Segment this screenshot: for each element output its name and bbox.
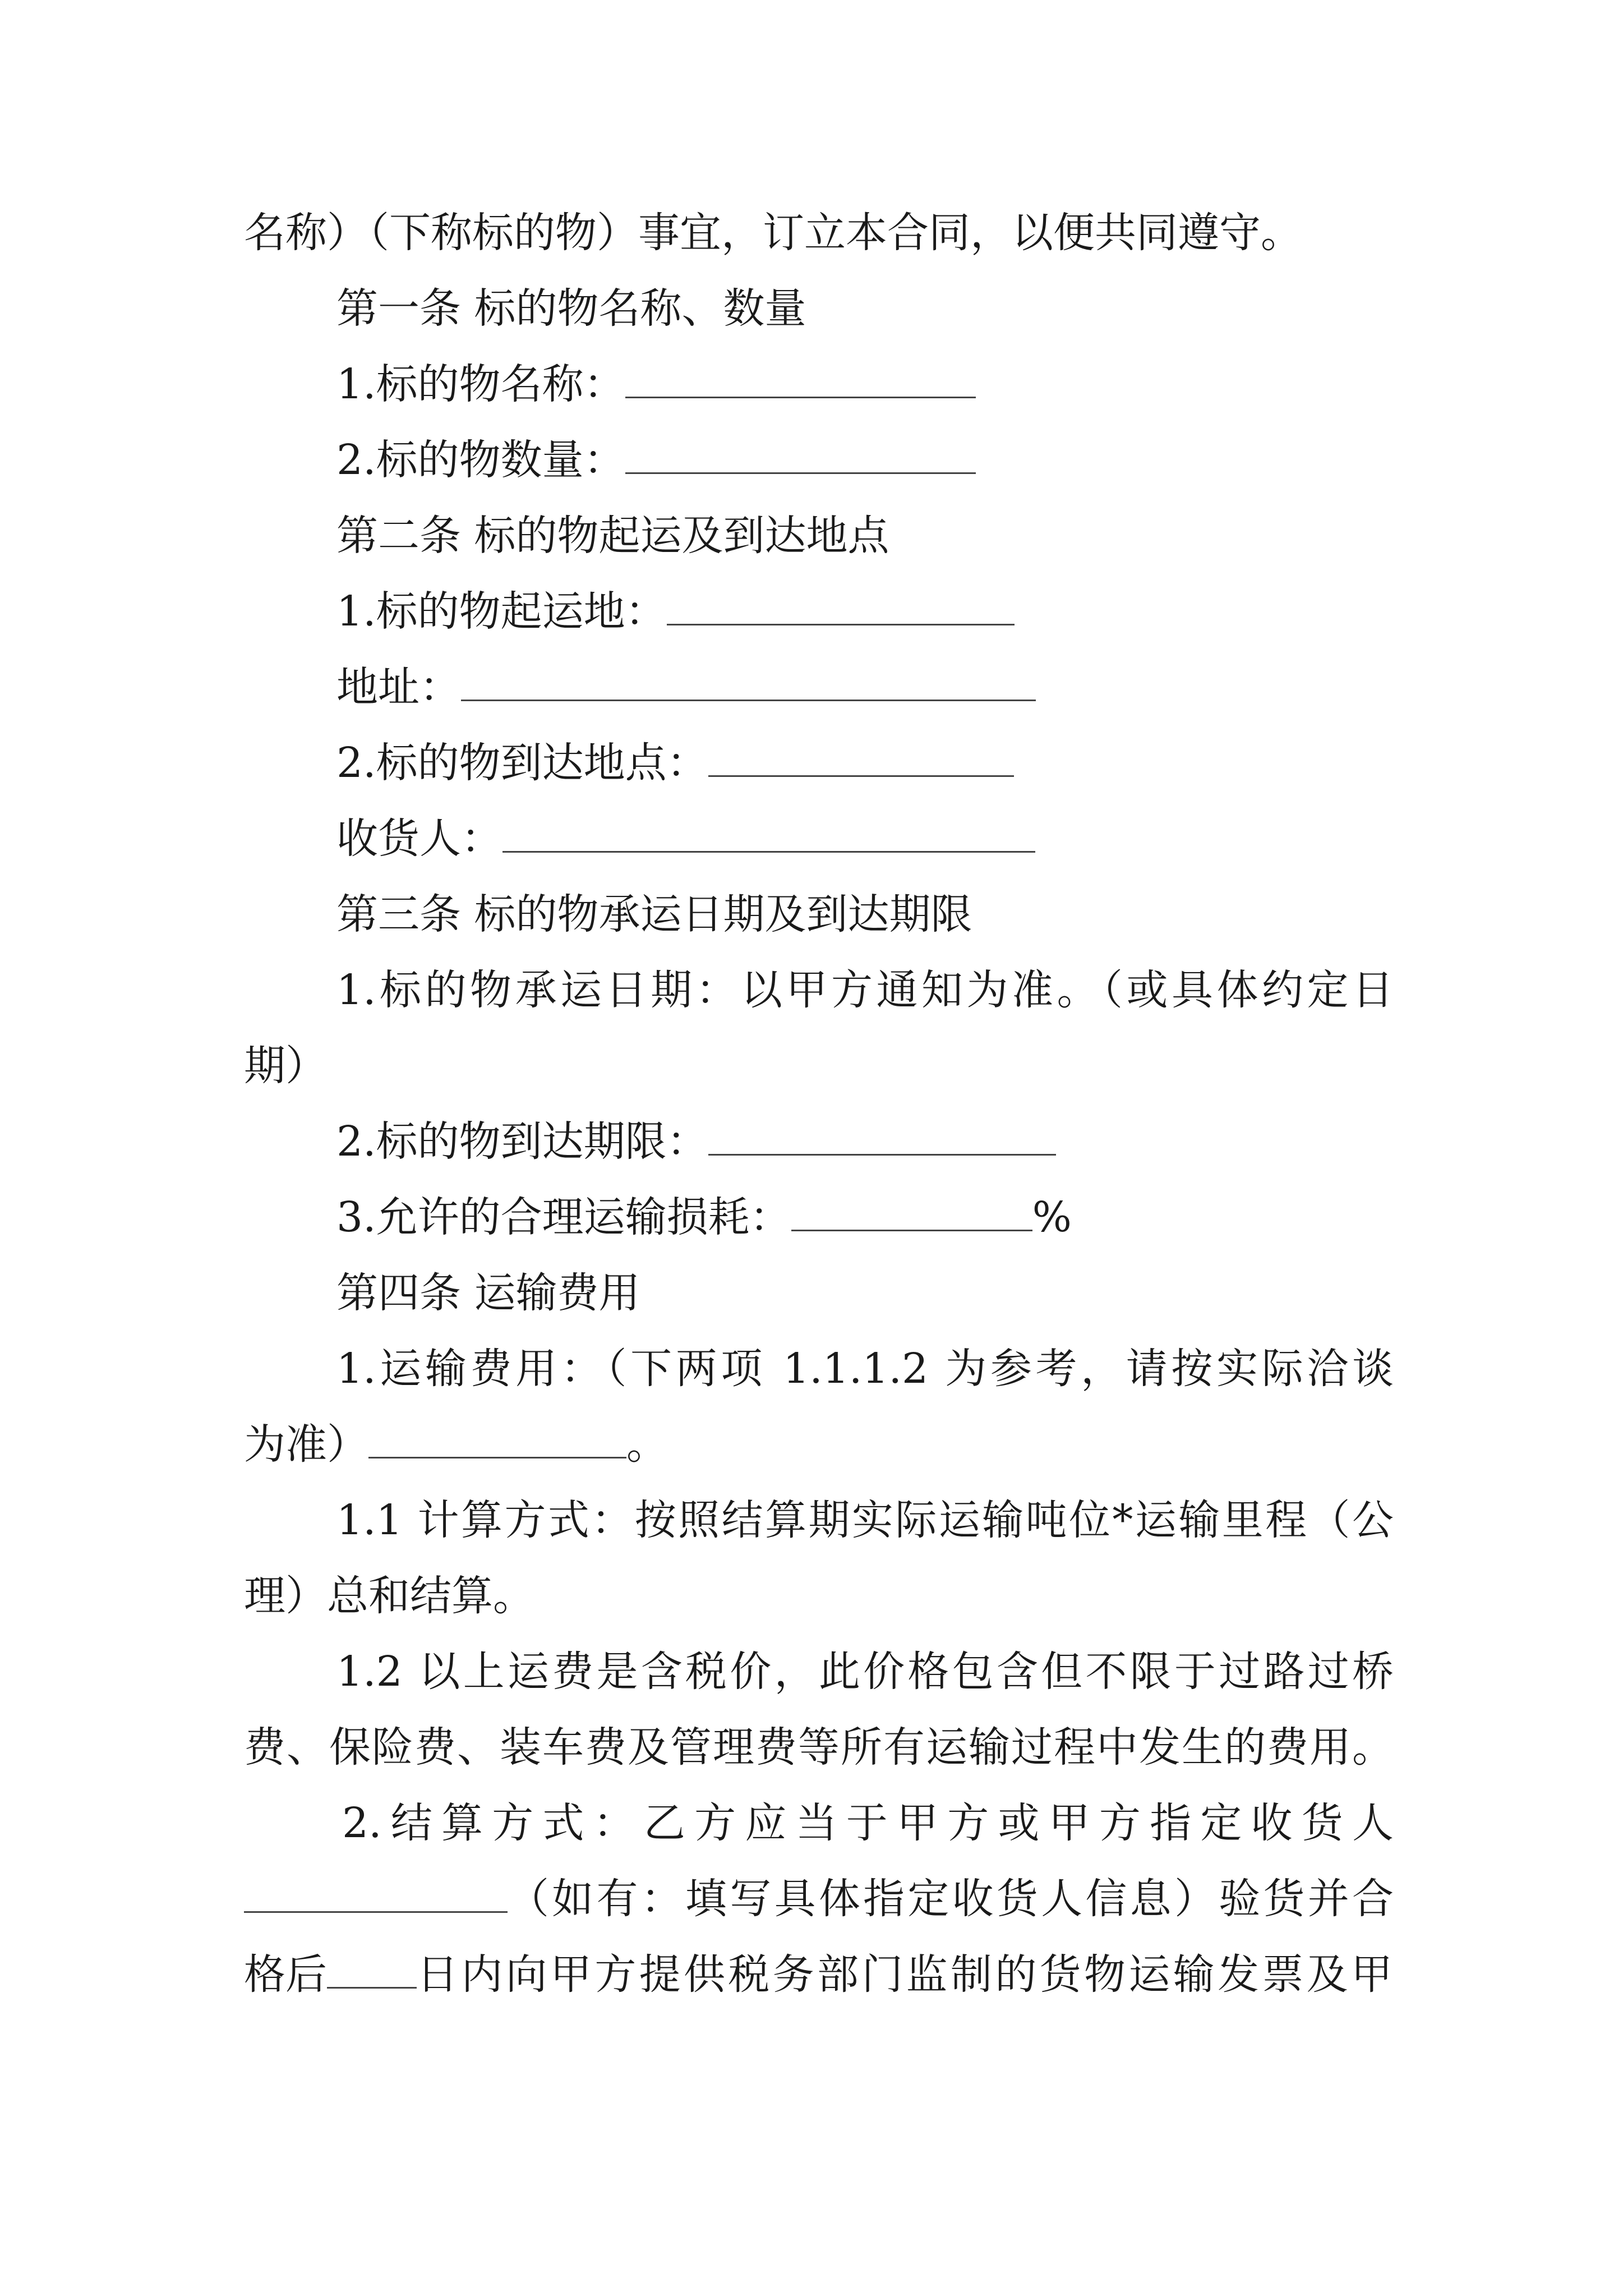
consignee-blank[interactable]: [502, 816, 1035, 853]
text: 2.结算方式：乙方应当于甲方或甲方指定收货人: [342, 1799, 1394, 1847]
settlement-line-cont-2: [244, 1947, 1394, 2003]
address-line: [336, 659, 1036, 715]
arrival-deadline-blank[interactable]: [708, 1119, 1056, 1156]
subject-name-blank[interactable]: [625, 362, 976, 398]
subject-name-line: [336, 356, 976, 412]
calc-method-line-cont: [244, 1568, 534, 1624]
text: 名称）（下称标的物）事宜，订立本合同，以便共同遵守。: [244, 209, 1302, 257]
label: 3.允许的合理运输损耗：: [336, 1193, 791, 1241]
label: 格后: [244, 1950, 327, 1999]
article-2-heading: [336, 508, 889, 564]
label: 地址：: [336, 663, 461, 711]
tax-inclusive-line-cont: [244, 1719, 1394, 1775]
days-blank[interactable]: [327, 1952, 417, 1989]
designated-consignee-blank[interactable]: [244, 1876, 508, 1913]
settlement-line-cont: [244, 1871, 1394, 1927]
text: 费、保险费、装车费及管理费等所有运输过程中发生的费用。: [244, 1723, 1394, 1772]
freight-blank[interactable]: [368, 1422, 626, 1458]
shipping-date-line-cont: [244, 1038, 327, 1094]
loss-allowance-blank[interactable]: [791, 1195, 1032, 1231]
origin-line: [336, 583, 1015, 639]
address-blank[interactable]: [461, 665, 1036, 701]
article-3-heading: [336, 886, 972, 942]
text: 第三条 标的物承运日期及到达期限: [336, 890, 972, 938]
text: 第一条 标的物名称、数量: [336, 284, 806, 333]
text: 第二条 标的物起运及到达地点: [336, 512, 889, 560]
label: 1.标的物名称：: [336, 360, 625, 408]
freight-line: [336, 1341, 1394, 1397]
article-1-heading: [336, 280, 806, 337]
text: 第四条 运输费用: [336, 1269, 640, 1317]
shipping-date-line: [336, 962, 1394, 1018]
freight-line-cont: [244, 1416, 668, 1473]
period: 。: [626, 1420, 668, 1469]
consignee-line: [336, 811, 1035, 867]
subject-quantity-blank[interactable]: [625, 438, 976, 474]
loss-allowance-line: [336, 1189, 1072, 1245]
settlement-line: [342, 1795, 1394, 1851]
label: 为准）: [244, 1420, 368, 1469]
label: 2.标的物到达期限：: [336, 1117, 708, 1166]
text: 期）: [244, 1042, 327, 1090]
arrival-deadline-line: [336, 1114, 1056, 1170]
label: 1.标的物起运地：: [336, 587, 667, 636]
tax-inclusive-line: [336, 1644, 1394, 1700]
label: 2.标的物数量：: [336, 436, 625, 484]
label: 2.标的物到达地点：: [336, 739, 708, 787]
destination-line: [336, 735, 1014, 791]
intro-line: [244, 205, 1302, 261]
calc-method-line: [336, 1492, 1394, 1548]
text: 1.运输费用：（下两项 1.1.1.2 为参考，请按实际洽谈: [336, 1345, 1394, 1393]
label: 收货人：: [336, 815, 502, 863]
text: 理）总和结算。: [244, 1572, 534, 1620]
subject-quantity-line: [336, 432, 976, 488]
text: （如有：填写具体指定收货人信息）验货并合: [508, 1875, 1394, 1923]
destination-blank[interactable]: [708, 740, 1014, 777]
origin-blank[interactable]: [667, 589, 1015, 625]
text: 日内向甲方提供税务部门监制的货物运输发票及甲: [417, 1950, 1393, 1999]
text: 1.1 计算方式：按照结算期实际运输吨位*运输里程（公: [336, 1496, 1394, 1544]
percent-sign: %: [1032, 1193, 1072, 1241]
text: 1.2 以上运费是含税价，此价格包含但不限于过路过桥: [336, 1648, 1394, 1696]
text: 1.标的物承运日期：以甲方通知为准。（或具体约定日: [336, 966, 1394, 1014]
article-4-heading: [336, 1265, 640, 1321]
